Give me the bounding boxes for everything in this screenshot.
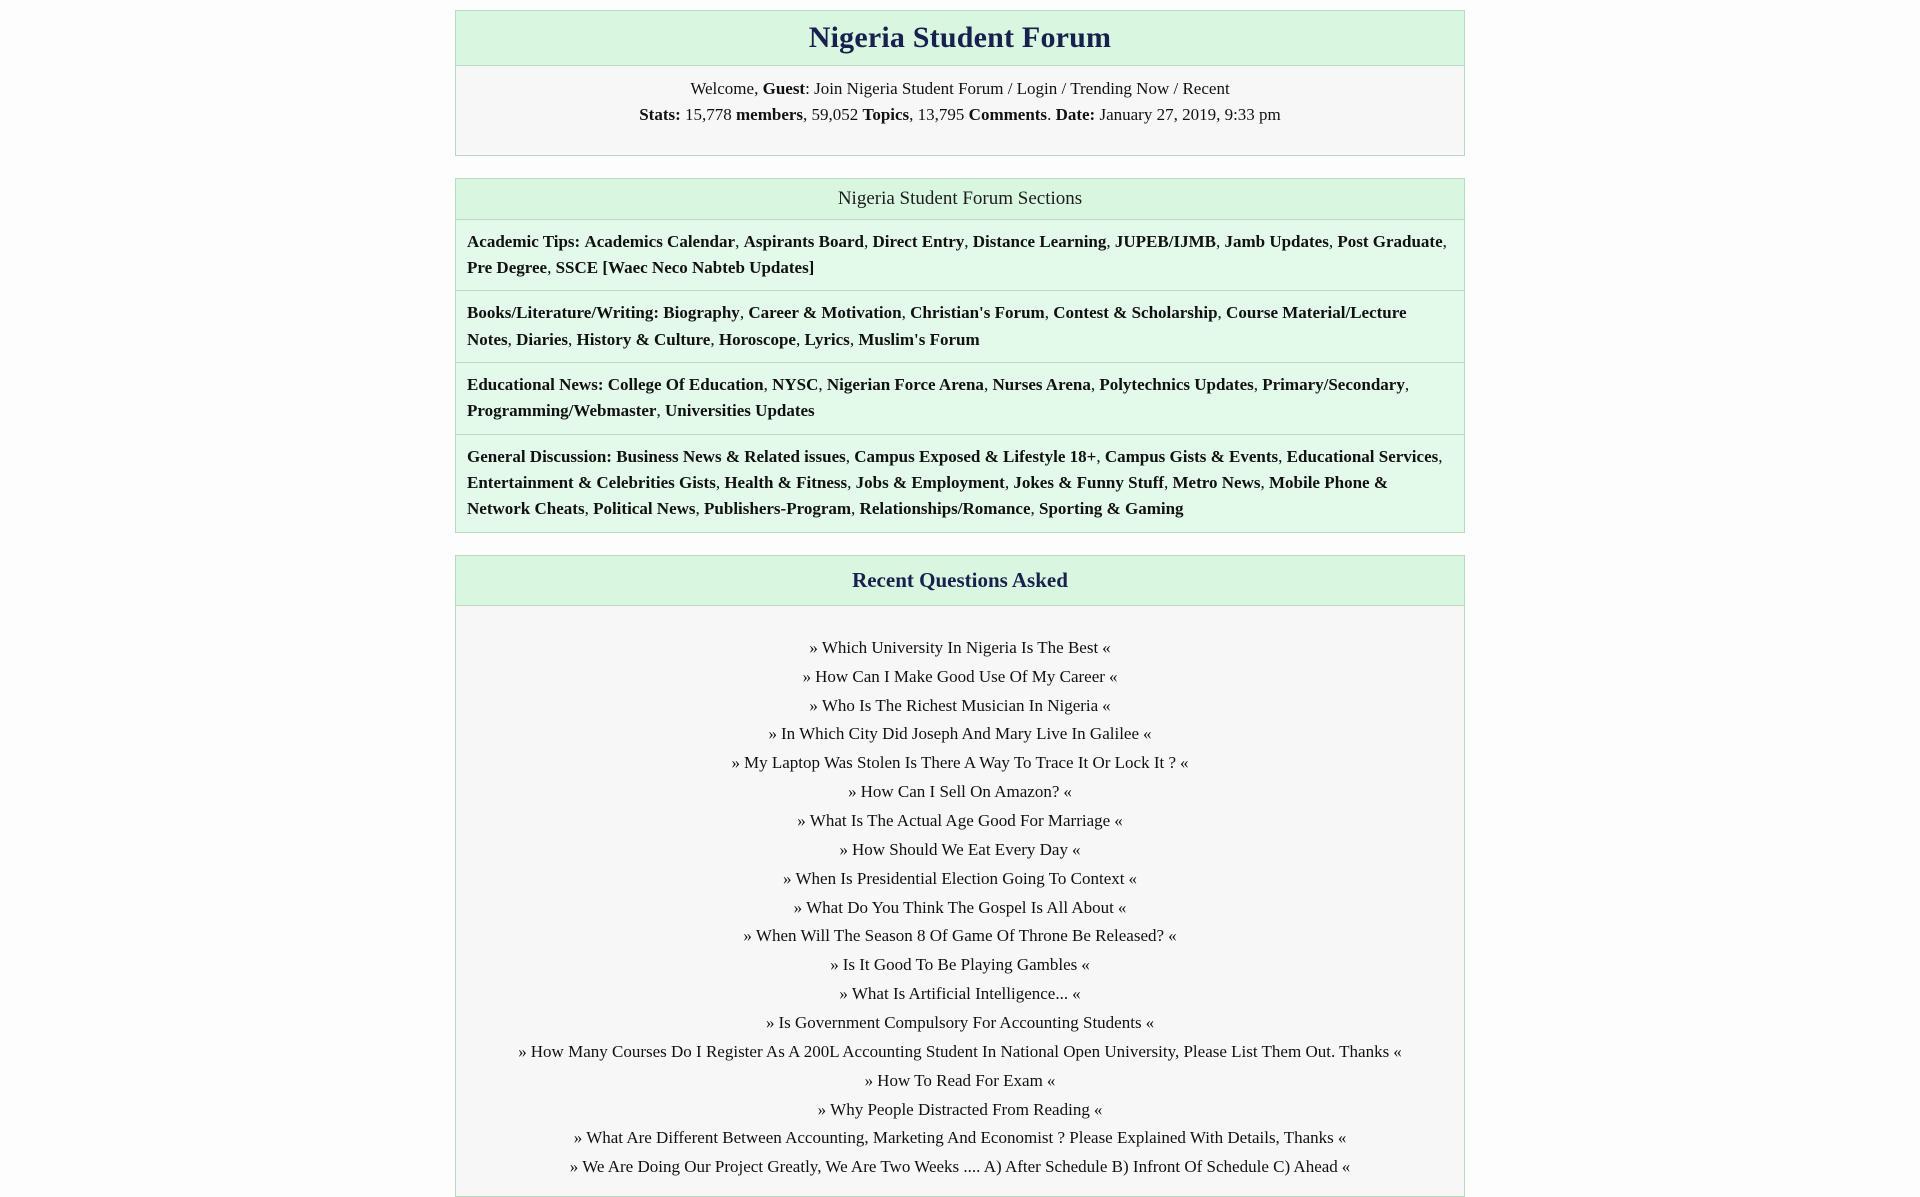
link-separator: ,	[715, 473, 725, 493]
sep-3: /	[1169, 79, 1183, 98]
recent-question-link[interactable]: How Many Courses Do I Register As A 200L Accounting Student In National Open University, Please List Them Out. Thanks	[530, 1041, 1390, 1061]
section-group-row	[456, 435, 1464, 532]
link-separator: ,	[1090, 375, 1100, 395]
section-link[interactable]: Course Material/Lecture Notes	[467, 303, 1407, 349]
chevron-left-icon: »	[518, 1041, 527, 1061]
section-link[interactable]: Educational Services	[1286, 446, 1439, 466]
recent-question-link[interactable]: How Can I Sell On Amazon?	[860, 782, 1060, 802]
link-separator: ,	[1096, 446, 1105, 466]
link-separator: ,	[1044, 303, 1054, 323]
section-link[interactable]: Direct Entry	[872, 231, 965, 251]
recent-question-link[interactable]: How To Read For Exam	[877, 1070, 1043, 1090]
section-link[interactable]: Aspirants Board	[743, 231, 864, 251]
comma-1: ,	[803, 105, 812, 125]
section-link[interactable]: Academics Calendar	[584, 231, 736, 251]
chevron-left-icon: »	[864, 1070, 874, 1090]
section-category-label: General Discussion:	[467, 446, 612, 466]
section-link[interactable]: Horoscope	[718, 329, 796, 349]
chevron-left-icon: »	[839, 984, 848, 1004]
chevron-right-icon: «	[1117, 897, 1127, 917]
chevron-right-icon: «	[1128, 868, 1137, 888]
link-separator: ,	[849, 329, 859, 349]
sections-heading: Nigeria Student Forum Sections	[456, 179, 1464, 220]
chevron-right-icon: «	[1072, 984, 1081, 1004]
section-link[interactable]: Publishers-Program	[704, 499, 852, 519]
section-link[interactable]: Universities Updates	[664, 401, 815, 421]
link-separator: ,	[1164, 473, 1173, 493]
recent-question-link[interactable]: What Is The Actual Age Good For Marriage	[809, 810, 1111, 830]
chevron-left-icon: »	[802, 666, 812, 686]
chevron-right-icon: «	[1093, 1099, 1103, 1119]
link-separator: ,	[864, 231, 873, 251]
chevron-right-icon: «	[1081, 955, 1090, 975]
chevron-left-icon: »	[768, 724, 777, 744]
link-separator: ,	[901, 303, 911, 323]
recent-question-link[interactable]: What Is Artificial Intelligence...	[851, 984, 1069, 1004]
link-separator: ,	[710, 329, 719, 349]
chevron-left-icon: »	[731, 753, 740, 773]
topics-label: Topics	[862, 105, 910, 125]
section-link[interactable]: NYSC	[772, 375, 819, 395]
section-category-label: Books/Literature/Writing:	[467, 303, 660, 323]
chevron-right-icon: «	[1168, 926, 1177, 946]
link-separator: ,	[983, 375, 993, 395]
chevron-right-icon: «	[1102, 695, 1111, 715]
chevron-left-icon: »	[569, 1157, 579, 1177]
section-group-row	[456, 220, 1464, 292]
period-1: .	[1047, 105, 1056, 125]
section-group-row	[456, 291, 1464, 363]
section-link[interactable]: Christian's Forum	[910, 303, 1045, 323]
recent-question-item	[472, 865, 1448, 894]
section-link[interactable]: Pre Degree	[467, 258, 548, 278]
chevron-right-icon: «	[1114, 810, 1123, 830]
chevron-left-icon: »	[793, 897, 803, 917]
chevron-left-icon: »	[797, 810, 806, 830]
join-forum-link[interactable]: Join Nigeria Student Forum	[814, 79, 1004, 98]
forum-sections-panel	[455, 178, 1465, 533]
section-link[interactable]: Muslim's Forum	[858, 329, 980, 349]
welcome-prefix: Welcome,	[690, 79, 763, 98]
forum-title-bar	[456, 11, 1464, 66]
chevron-right-icon: «	[1337, 1128, 1347, 1148]
recent-question-link[interactable]: Why People Distracted From Reading	[830, 1099, 1090, 1119]
recent-question-link[interactable]: What Are Different Between Accounting, Marketing And Economist ? Please Explained With Details, Thanks	[586, 1128, 1334, 1148]
section-link[interactable]: Nurses Arena	[992, 375, 1091, 395]
link-separator: ,	[1278, 446, 1287, 466]
section-link[interactable]: Sporting & Gaming	[1039, 499, 1184, 519]
date-label: Date:	[1055, 105, 1096, 125]
recent-question-item	[472, 922, 1448, 951]
link-separator: ,	[1260, 473, 1269, 493]
recent-question-link[interactable]: Is It Good To Be Playing Gambles	[842, 955, 1078, 975]
section-link[interactable]: Campus Exposed & Lifestyle 18+	[854, 446, 1097, 466]
link-separator: ,	[763, 375, 773, 395]
section-link[interactable]: Lyrics	[804, 329, 850, 349]
link-separator: ,	[818, 375, 827, 395]
recent-link[interactable]: Recent	[1182, 79, 1230, 98]
trending-now-link[interactable]: Trending Now	[1070, 79, 1170, 98]
members-label: members	[736, 105, 804, 125]
section-category-label: Academic Tips:	[467, 231, 581, 251]
chevron-right-icon: «	[1145, 1012, 1155, 1032]
link-separator: ,	[1438, 446, 1443, 466]
section-link[interactable]: Diaries	[516, 329, 569, 349]
recent-question-link[interactable]: When Is Presidential Election Going To Context	[795, 868, 1125, 888]
section-link[interactable]: Entertainment & Celebrities Gists	[467, 473, 716, 493]
section-link[interactable]: Jokes & Funny Stuff	[1013, 473, 1165, 493]
section-link[interactable]: Career & Motivation	[748, 303, 902, 323]
recent-question-item	[472, 951, 1448, 980]
recent-question-item	[472, 634, 1448, 663]
recent-question-item	[472, 894, 1448, 923]
stats-line	[464, 102, 1456, 128]
recent-question-item	[472, 836, 1448, 865]
recent-question-item	[472, 1096, 1448, 1125]
section-link[interactable]: SSCE [Waec Neco Nabteb Updates]	[555, 258, 815, 278]
link-separator: ,	[568, 329, 577, 349]
section-link[interactable]: Polytechnics Updates	[1099, 375, 1254, 395]
link-separator: ,	[847, 473, 856, 493]
recent-question-link[interactable]: How Should We Eat Every Day	[852, 839, 1068, 859]
chevron-left-icon: »	[783, 868, 792, 888]
section-link[interactable]: Distance Learning	[972, 231, 1107, 251]
section-group-row	[456, 363, 1464, 435]
link-separator: ,	[547, 258, 556, 278]
section-link[interactable]: Programming/Webmaster	[467, 401, 657, 421]
section-link[interactable]: Business News & Related issues	[616, 446, 846, 466]
recent-question-link[interactable]: My Laptop Was Stolen Is There A Way To Trace It Or Lock It ?	[743, 753, 1177, 773]
link-separator: ,	[507, 329, 517, 349]
section-link[interactable]: Biography	[663, 303, 740, 323]
section-link[interactable]: Health & Fitness	[724, 473, 848, 493]
link-separator: ,	[1442, 231, 1447, 251]
recent-question-item	[472, 980, 1448, 1009]
chevron-left-icon: »	[830, 955, 839, 975]
link-separator: ,	[795, 329, 805, 349]
chevron-left-icon: »	[573, 1128, 583, 1148]
recent-question-link[interactable]: Who Is The Richest Musician In Nigeria	[821, 695, 1099, 715]
chevron-left-icon: »	[839, 839, 848, 859]
recent-question-item	[472, 778, 1448, 807]
section-link[interactable]: Primary/Secondary	[1262, 375, 1405, 395]
page-title: Nigeria Student Forum	[808, 21, 1112, 54]
recent-question-link[interactable]: How Can I Make Good Use Of My Career	[815, 666, 1105, 686]
link-separator: ,	[1030, 499, 1040, 519]
recent-question-item	[472, 1153, 1448, 1182]
comma-2: ,	[909, 105, 918, 125]
link-separator: ,	[1215, 231, 1225, 251]
section-link[interactable]: Metro News	[1172, 473, 1261, 493]
recent-question-item	[472, 720, 1448, 749]
chevron-right-icon: «	[1143, 724, 1152, 744]
link-separator: ,	[695, 499, 705, 519]
sep-2: /	[1057, 79, 1071, 98]
comments-count: 13,795	[917, 105, 965, 125]
chevron-right-icon: «	[1108, 666, 1118, 686]
topics-count: 59,052	[811, 105, 859, 125]
recent-question-item	[472, 749, 1448, 778]
chevron-left-icon: »	[809, 637, 818, 657]
chevron-left-icon: »	[817, 1099, 827, 1119]
chevron-left-icon: »	[809, 695, 818, 715]
chevron-right-icon: «	[1393, 1041, 1402, 1061]
section-category-label: Educational News:	[467, 375, 604, 395]
chevron-right-icon: «	[1046, 1070, 1056, 1090]
section-link[interactable]: Post Graduate	[1337, 231, 1443, 251]
section-link[interactable]: College Of Education	[607, 375, 764, 395]
section-link[interactable]: Political News	[593, 499, 696, 519]
chevron-right-icon: «	[1063, 782, 1072, 802]
chevron-right-icon: «	[1102, 637, 1111, 657]
link-separator: ,	[1106, 231, 1115, 251]
colon-text: :	[805, 79, 815, 98]
recent-question-item	[472, 1067, 1448, 1096]
recent-question-link[interactable]: Is Government Compulsory For Accounting Students	[778, 1012, 1142, 1032]
recent-questions-heading: Recent Questions Asked	[456, 556, 1464, 606]
forum-header-panel	[455, 10, 1465, 156]
recent-question-item	[472, 1009, 1448, 1038]
link-separator: ,	[739, 303, 749, 323]
link-separator: ,	[851, 499, 860, 519]
section-link[interactable]: Nigerian Force Arena	[826, 375, 984, 395]
guest-label: Guest	[762, 79, 806, 98]
link-separator: ,	[1404, 375, 1410, 395]
section-link[interactable]: Jamb Updates	[1224, 231, 1329, 251]
recent-question-item	[472, 692, 1448, 721]
section-link[interactable]: Campus Gists & Events	[1104, 446, 1279, 466]
chevron-right-icon: «	[1071, 839, 1081, 859]
date-value: January 27, 2019, 9:33 pm	[1099, 105, 1281, 125]
link-separator: ,	[584, 499, 594, 519]
recent-question-item	[472, 1038, 1448, 1067]
recent-question-link[interactable]: In Which City Did Joseph And Mary Live In Galilee	[780, 724, 1140, 744]
chevron-left-icon: »	[743, 926, 752, 946]
link-separator: ,	[656, 401, 665, 421]
members-count: 15,778	[685, 105, 732, 125]
link-separator: ,	[1217, 303, 1227, 323]
section-link[interactable]: Mobile Phone & Network Cheats	[467, 473, 1388, 519]
section-link[interactable]: Relationships/Romance	[859, 499, 1031, 519]
link-separator: ,	[845, 446, 855, 466]
welcome-line	[464, 76, 1456, 102]
link-separator: ,	[1004, 473, 1014, 493]
welcome-stats-box	[456, 66, 1464, 155]
section-link[interactable]: Contest & Scholarship	[1053, 303, 1218, 323]
recent-questions-list	[456, 606, 1464, 1196]
recent-question-link[interactable]: Which University In Nigeria Is The Best	[821, 637, 1099, 657]
chevron-left-icon: »	[765, 1012, 775, 1032]
section-link[interactable]: Jobs & Employment	[855, 473, 1005, 493]
comments-label: Comments	[968, 105, 1048, 125]
link-separator: ,	[1328, 231, 1338, 251]
link-separator: ,	[1253, 375, 1263, 395]
recent-question-item	[472, 807, 1448, 836]
stats-label: Stats:	[639, 105, 681, 125]
chevron-right-icon: «	[1341, 1157, 1351, 1177]
recent-question-link[interactable]: When Will The Season 8 Of Game Of Throne Be Released?	[755, 926, 1165, 946]
recent-question-item	[472, 1124, 1448, 1153]
recent-question-item	[472, 663, 1448, 692]
link-separator: ,	[735, 231, 744, 251]
link-separator: ,	[964, 231, 973, 251]
chevron-left-icon: »	[848, 782, 857, 802]
recent-question-link[interactable]: We Are Doing Our Project Greatly, We Are Two Weeks .... A) After Schedule B) Infront Of Schedule C) Ahead	[582, 1157, 1338, 1177]
section-link[interactable]: History & Culture	[576, 329, 711, 349]
section-link[interactable]: JUPEB/IJMB	[1114, 231, 1216, 251]
chevron-right-icon: «	[1180, 753, 1189, 773]
recent-question-link[interactable]: What Do You Think The Gospel Is All About	[806, 897, 1114, 917]
recent-questions-panel	[455, 555, 1465, 1197]
sep-1: /	[1003, 79, 1017, 98]
login-link[interactable]: Login	[1016, 79, 1058, 98]
sections-list	[456, 220, 1464, 532]
